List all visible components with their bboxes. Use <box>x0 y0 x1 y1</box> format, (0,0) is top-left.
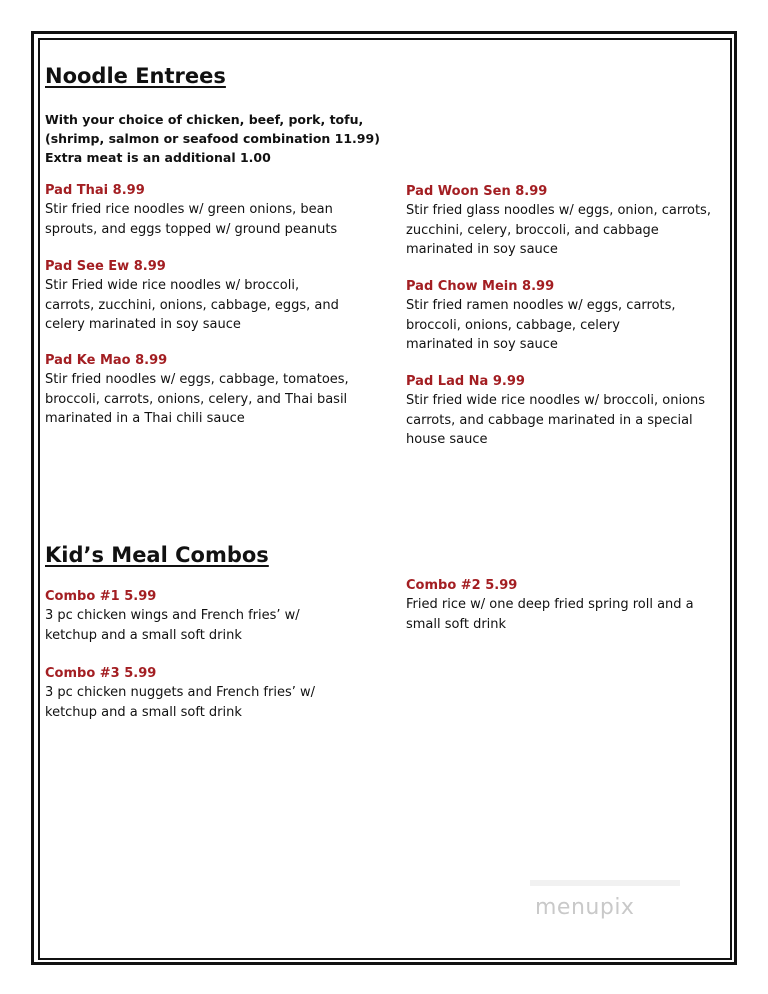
item-description <box>45 606 375 645</box>
desc-line: marinated in soy sauce <box>406 242 558 257</box>
desc-line: ketchup and a small soft drink <box>45 704 242 720</box>
item-description <box>45 683 375 722</box>
desc-line: Stir fried noodles w/ eggs, cabbage, tomatoes, <box>45 372 349 387</box>
desc-line: celery marinated in soy sauce <box>45 317 241 332</box>
item-description <box>45 370 375 429</box>
item-description <box>406 595 736 634</box>
menupix-watermark: menupix <box>535 895 635 920</box>
desc-line: 3 pc chicken nuggets and French fries’ w/ <box>45 685 316 700</box>
noodle-entrees-title: Noodle Entrees <box>45 64 226 88</box>
desc-line: Stir fried glass noodles w/ eggs, onion, carrots, <box>406 203 711 218</box>
item-description <box>45 200 375 239</box>
inner-border <box>38 38 732 960</box>
desc-line: broccoli, carrots, onions, celery, and Thai basil <box>45 391 348 407</box>
desc-line: broccoli, onions, cabbage, celery <box>406 317 620 333</box>
desc-line: house sauce <box>406 432 488 447</box>
desc-line: carrots, and cabbage marinated in a special <box>406 412 693 428</box>
desc-line: small soft drink <box>406 616 507 632</box>
item-name: Combo #3 5.99 <box>45 666 157 681</box>
desc-line: carrots, zucchini, onions, cabbage, eggs, and <box>45 297 339 313</box>
item-name: Pad Lad Na 9.99 <box>406 374 525 389</box>
desc-line: Stir fried wide rice noodles w/ broccoli, onions <box>406 393 706 408</box>
menu-item-pad-chow-mein <box>406 277 736 355</box>
menu-item-pad-ke-mao <box>45 351 375 429</box>
menu-item-pad-see-ew <box>45 257 375 335</box>
intro-line: (shrimp, salmon or seafood combination 11.99) <box>45 131 380 146</box>
item-name: Combo #2 5.99 <box>406 578 518 593</box>
desc-line: Stir fried rice noodles w/ green onions, bean <box>45 202 333 217</box>
item-description <box>45 276 375 335</box>
menu-item-combo-3 <box>45 664 375 722</box>
desc-line: marinated in soy sauce <box>406 337 558 352</box>
desc-line: Fried rice w/ one deep fried spring roll and a <box>406 597 694 612</box>
menu-item-pad-lad-na <box>406 372 736 450</box>
item-description <box>406 296 736 355</box>
menu-item-pad-thai <box>45 181 375 239</box>
desc-line: ketchup and a small soft drink <box>45 627 242 643</box>
desc-line: Stir fried ramen noodles w/ eggs, carrots, <box>406 298 676 313</box>
intro-line: With your choice of chicken, beef, pork, tofu, <box>45 112 364 127</box>
intro-line: Extra meat is an additional 1.00 <box>45 150 271 165</box>
item-name: Pad Woon Sen 8.99 <box>406 184 548 199</box>
item-name: Pad Chow Mein 8.99 <box>406 279 555 294</box>
desc-line: Stir Fried wide rice noodles w/ broccoli, <box>45 278 300 293</box>
item-name: Pad Thai 8.99 <box>45 183 145 198</box>
item-name: Pad Ke Mao 8.99 <box>45 353 168 368</box>
kids-meal-combos-title: Kid’s Meal Combos <box>45 543 269 567</box>
item-description <box>406 391 736 450</box>
item-name: Pad See Ew 8.99 <box>45 259 166 274</box>
menu-item-pad-woon-sen <box>406 182 736 260</box>
item-name: Combo #1 5.99 <box>45 589 157 604</box>
desc-line: sprouts, and eggs topped w/ ground peanuts <box>45 221 338 237</box>
menu-item-combo-1 <box>45 587 375 645</box>
desc-line: marinated in a Thai chili sauce <box>45 411 245 426</box>
desc-line: zucchini, celery, broccoli, and cabbage <box>406 222 659 238</box>
menu-item-combo-2 <box>406 576 736 634</box>
desc-line: 3 pc chicken wings and French fries’ w/ <box>45 608 300 623</box>
watermark-decoration <box>530 880 680 886</box>
item-description <box>406 201 736 260</box>
noodle-intro <box>45 110 385 167</box>
